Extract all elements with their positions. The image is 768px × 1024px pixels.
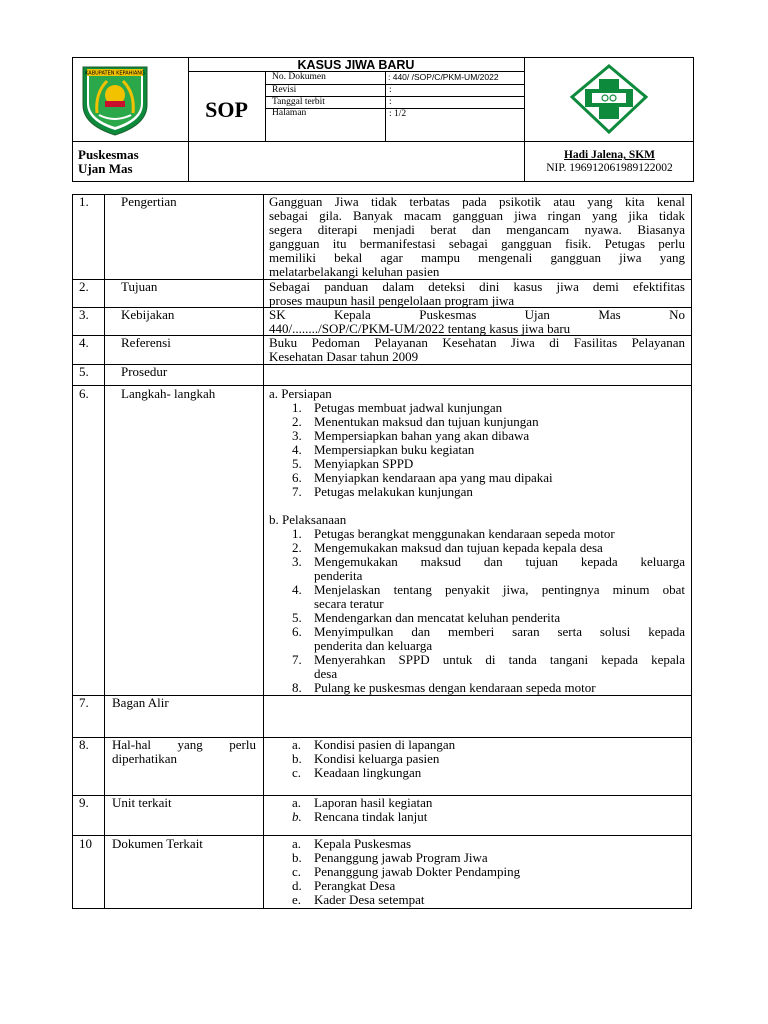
row-label: Prosedur xyxy=(121,364,168,379)
row-label: Kebijakan xyxy=(121,307,175,322)
item-text: Kepala Puskesmas xyxy=(314,836,412,851)
org-name-line2: Ujan Mas xyxy=(78,161,133,176)
row-label: Pengertian xyxy=(121,194,177,209)
row-number: 1. xyxy=(79,194,89,209)
logo-banner-text: KABUPATEN KEPAHIANG xyxy=(85,70,145,77)
definition-line: segera diterapi menjadi berat dan mengancam nyawa. Biasanya xyxy=(269,222,685,237)
definition-line: Gangguan Jiwa tidak terbatas pada psikotik atau yang kita kenal xyxy=(269,194,685,209)
item-letter: b. xyxy=(292,751,302,766)
step-number: 1. xyxy=(292,526,302,541)
signer-name: Hadi Jalena, SKM xyxy=(563,149,656,161)
puskesmas-logo xyxy=(569,63,649,135)
item-letter: a. xyxy=(292,737,302,752)
row-number: 4. xyxy=(79,335,89,350)
meta-label-revisi: Revisi xyxy=(272,85,297,95)
row-label: Langkah- langkah xyxy=(121,386,216,401)
purpose-line: Sebagai panduan dalam deteksi dini kasus jiwa demi efektifitas xyxy=(269,279,685,294)
meta-value-halaman: : 1/2 xyxy=(389,109,407,119)
step-number: 3. xyxy=(292,554,302,569)
step-text: Mempersiapkan buku kegiatan xyxy=(314,442,475,457)
step-number: 6. xyxy=(292,624,302,639)
step-text: Menentukan maksud dan tujuan kunjungan xyxy=(314,414,539,429)
sop-label: SOP xyxy=(205,97,248,122)
meta-label-dokumen: No. Dokumen xyxy=(272,72,326,82)
row-label: Hal-hal yang perlu xyxy=(112,737,256,752)
reference-line: Buku Pedoman Pelayanan Kesehatan Jiwa di Fasilitas Pelayanan xyxy=(269,335,685,350)
definition-line: melatarbelakangi keluhan pasien xyxy=(269,264,440,279)
item-text: Kader Desa setempat xyxy=(314,892,425,907)
row-label: Referensi xyxy=(121,335,171,350)
step-text: Mengemukakan maksud dan tujuan kepada keluarga xyxy=(314,554,685,569)
policy-line: SK Kepala Puskesmas Ujan Mas No xyxy=(269,307,685,322)
row-number: 8. xyxy=(79,737,89,752)
divider xyxy=(104,194,105,909)
item-letter: b. xyxy=(292,850,302,865)
step-number: 4. xyxy=(292,582,302,597)
steps-part-b: b. Pelaksanaan xyxy=(269,512,347,527)
step-number: 8. xyxy=(292,680,302,695)
row-label-cont: diperhatikan xyxy=(112,751,177,766)
row-number: 9. xyxy=(79,795,89,810)
step-text: Menyerahkan SPPD untuk di tanda tangani kepada kepala xyxy=(314,652,685,667)
step-text-cont: penderita xyxy=(314,568,363,583)
row-label: Bagan Alir xyxy=(112,695,169,710)
divider xyxy=(265,84,524,85)
step-number: 1. xyxy=(292,400,302,415)
item-text: Laporan hasil kegiatan xyxy=(314,795,433,810)
item-letter: c. xyxy=(292,864,302,879)
regency-logo xyxy=(77,63,153,137)
step-text-cont: secara teratur xyxy=(314,596,384,611)
meta-value-dokumen: : 440/ /SOP/C/PKM-UM/2022 xyxy=(388,72,499,82)
row-label: Unit terkait xyxy=(112,795,172,810)
signer-nip: NIP. 196912061989122002 xyxy=(546,162,673,174)
step-number: 7. xyxy=(292,484,302,499)
steps-part-a: a. Persiapan xyxy=(269,386,332,401)
divider xyxy=(263,194,264,909)
meta-value-revisi: : xyxy=(389,85,392,95)
row-label: Dokumen Terkait xyxy=(112,836,203,851)
step-text: Menyiapkan SPPD xyxy=(314,456,414,471)
step-number: 2. xyxy=(292,414,302,429)
purpose-line: proses maupun hasil pengelolaan program jiwa xyxy=(269,293,515,308)
step-text: Menjelaskan tentang penyakit jiwa, pentingnya minum obat xyxy=(314,582,685,597)
divider xyxy=(385,71,386,141)
step-text-cont: desa xyxy=(314,666,338,681)
step-number: 5. xyxy=(292,610,302,625)
item-text: Keadaan lingkungan xyxy=(314,765,422,780)
divider xyxy=(72,141,694,142)
row-number: 7. xyxy=(79,695,89,710)
step-number: 7. xyxy=(292,652,302,667)
item-letter: a. xyxy=(292,795,302,810)
step-number: 5. xyxy=(292,456,302,471)
row-number: 5. xyxy=(79,364,89,379)
divider xyxy=(265,71,266,141)
row-number: 2. xyxy=(79,279,89,294)
step-text: Mempersiapkan bahan yang akan dibawa xyxy=(314,428,530,443)
item-letter: b. xyxy=(292,809,302,824)
meta-label-halaman: Halaman xyxy=(272,108,307,118)
item-letter: d. xyxy=(292,878,302,893)
step-text: Petugas melakukan kunjungan xyxy=(314,484,473,499)
definition-line: memiliki bekal agar mampu mengenali gangguan jiwa yang xyxy=(269,250,685,265)
item-text: Penanggung jawab Program Jiwa xyxy=(314,850,488,865)
step-text: Mengemukakan maksud dan tujuan kepada kepala desa xyxy=(314,540,603,555)
row-number: 3. xyxy=(79,307,89,322)
step-text: Petugas membuat jadwal kunjungan xyxy=(314,400,503,415)
row-label: Tujuan xyxy=(121,279,158,294)
step-text: Pulang ke puskesmas dengan kendaraan sepeda motor xyxy=(314,680,596,695)
item-text: Kondisi pasien di lapangan xyxy=(314,737,456,752)
item-text: Kondisi keluarga pasien xyxy=(314,751,440,766)
step-number: 4. xyxy=(292,442,302,457)
definition-line: gangguan itu bermanifestasi sebagai gangguan fisik. Petugas perlu xyxy=(269,236,685,251)
step-text-cont: penderita dan keluarga xyxy=(314,638,433,653)
item-letter: a. xyxy=(292,836,302,851)
item-text: Perangkat Desa xyxy=(314,878,396,893)
step-text: Menyiapkan kendaraan apa yang mau dipakai xyxy=(314,470,553,485)
step-text: Mendengarkan dan mencatat keluhan penderita xyxy=(314,610,561,625)
row-number: 10 xyxy=(79,836,92,851)
step-number: 6. xyxy=(292,470,302,485)
meta-label-tanggal: Tanggal terbit xyxy=(272,97,325,107)
step-text: Menyimpulkan dan memberi saran serta solusi kepada xyxy=(314,624,685,639)
reference-line: Kesehatan Dasar tahun 2009 xyxy=(269,349,419,364)
item-letter: c. xyxy=(292,765,302,780)
definition-line: sebagai gila. Banyak macam gangguan jiwa ringan yang jika tidak xyxy=(269,208,685,223)
item-text: Rencana tindak lanjut xyxy=(314,809,428,824)
item-letter: e. xyxy=(292,892,302,907)
step-number: 2. xyxy=(292,540,302,555)
org-name-line1: Puskesmas xyxy=(78,147,139,162)
meta-value-tanggal: : xyxy=(389,97,392,107)
row-number: 6. xyxy=(79,386,89,401)
policy-line: 440/......../SOP/C/PKM-UM/2022 tentang kasus jiwa baru xyxy=(269,321,571,336)
item-text: Penanggung jawab Dokter Pendamping xyxy=(314,864,521,879)
step-text: Petugas berangkat menggunakan kendaraan sepeda motor xyxy=(314,526,615,541)
step-number: 3. xyxy=(292,428,302,443)
document-title: KASUS JIWA BARU xyxy=(297,58,415,72)
